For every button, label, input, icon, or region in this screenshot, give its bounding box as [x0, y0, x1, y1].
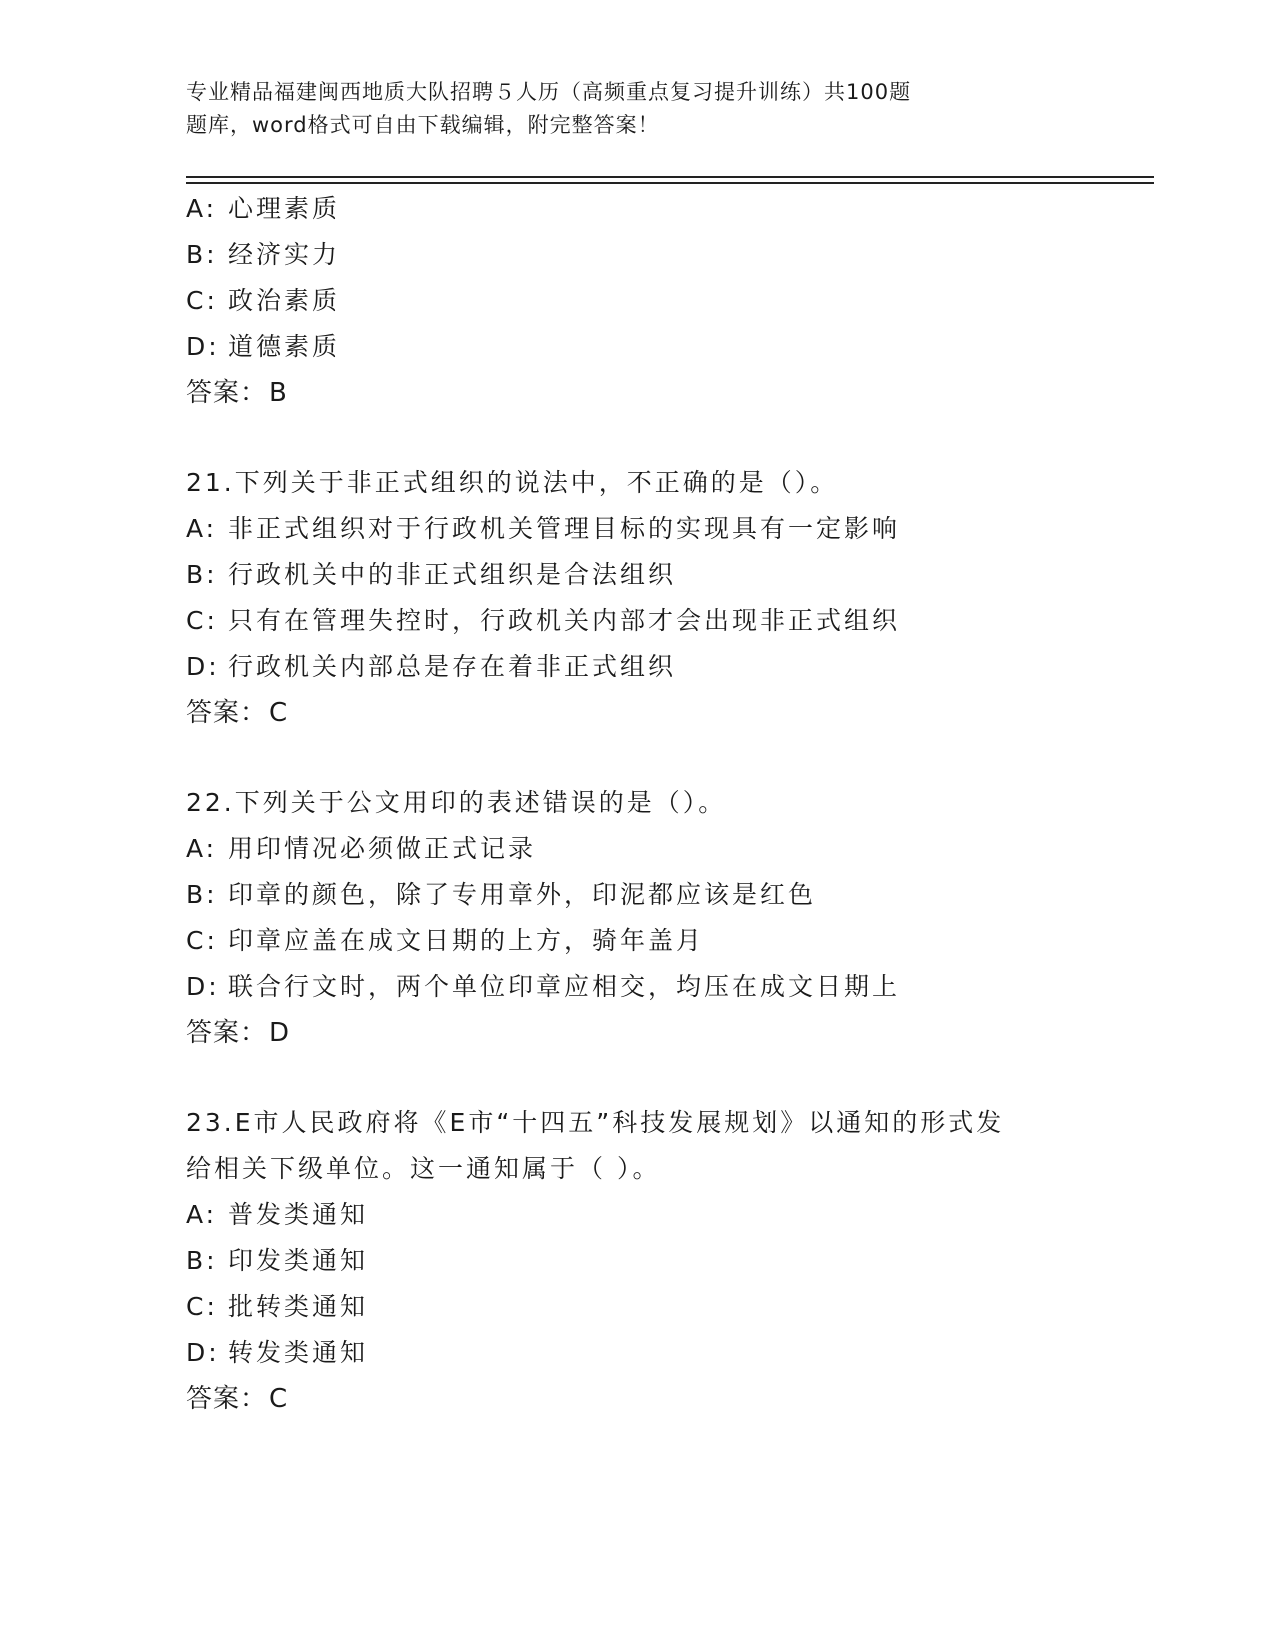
- option-a: A: 用印情况必须做正式记录: [186, 834, 537, 863]
- option-d: D: 行政机关内部总是存在着非正式组织: [186, 652, 677, 681]
- question-block-23: [186, 1100, 1166, 1422]
- question-stem: 23.E市人民政府将《E市“十四五”科技发展规划》以通知的形式发: [186, 1108, 1005, 1137]
- document-header: [186, 76, 1026, 142]
- option-a: A: 心理素质: [186, 194, 341, 223]
- option-c: C: 只有在管理失控时，行政机关内部才会出现非正式组织: [186, 606, 901, 635]
- header-line-2: 题库，word格式可自由下载编辑，附完整答案！: [186, 113, 660, 137]
- header-rule-bottom: [186, 182, 1154, 184]
- answer-value: C: [269, 1384, 289, 1414]
- option-c: C: 批转类通知: [186, 1292, 369, 1321]
- question-block-continued: [186, 186, 1166, 416]
- question-stem: 22.下列关于公文用印的表述错误的是（）。: [186, 788, 727, 817]
- answer-line: 答案：C: [186, 1384, 289, 1414]
- option-d: D: 联合行文时，两个单位印章应相交，均压在成文日期上: [186, 972, 901, 1001]
- header-line-1: 专业精品福建闽西地质大队招聘５人历（高频重点复习提升训练）共100题: [186, 80, 912, 104]
- option-b: B: 行政机关中的非正式组织是合法组织: [186, 560, 677, 589]
- question-stem: 21.下列关于非正式组织的说法中，不正确的是（）。: [186, 468, 839, 497]
- option-d: D: 道德素质: [186, 332, 341, 361]
- answer-value: C: [269, 698, 289, 728]
- option-b: B: 经济实力: [186, 240, 341, 269]
- option-b: B: 印发类通知: [186, 1246, 369, 1275]
- answer-line: 答案：C: [186, 698, 289, 728]
- option-b: B: 印章的颜色，除了专用章外，印泥都应该是红色: [186, 880, 817, 909]
- option-d: D: 转发类通知: [186, 1338, 369, 1367]
- answer-value: D: [269, 1018, 291, 1048]
- question-block-21: [186, 460, 1166, 736]
- document-body: [186, 186, 1166, 1422]
- option-c: C: 印章应盖在成文日期的上方，骑年盖月: [186, 926, 705, 955]
- option-a: A: 非正式组织对于行政机关管理目标的实现具有一定影响: [186, 514, 901, 543]
- header-rule-top: [186, 176, 1154, 178]
- answer-line: 答案：D: [186, 1018, 291, 1048]
- option-c: C: 政治素质: [186, 286, 341, 315]
- question-block-22: [186, 780, 1166, 1056]
- option-a: A: 普发类通知: [186, 1200, 369, 1229]
- question-stem-continued: 给相关下级单位。这一通知属于（ ）。: [186, 1154, 661, 1183]
- answer-line: 答案：B: [186, 378, 288, 408]
- answer-value: B: [269, 378, 288, 408]
